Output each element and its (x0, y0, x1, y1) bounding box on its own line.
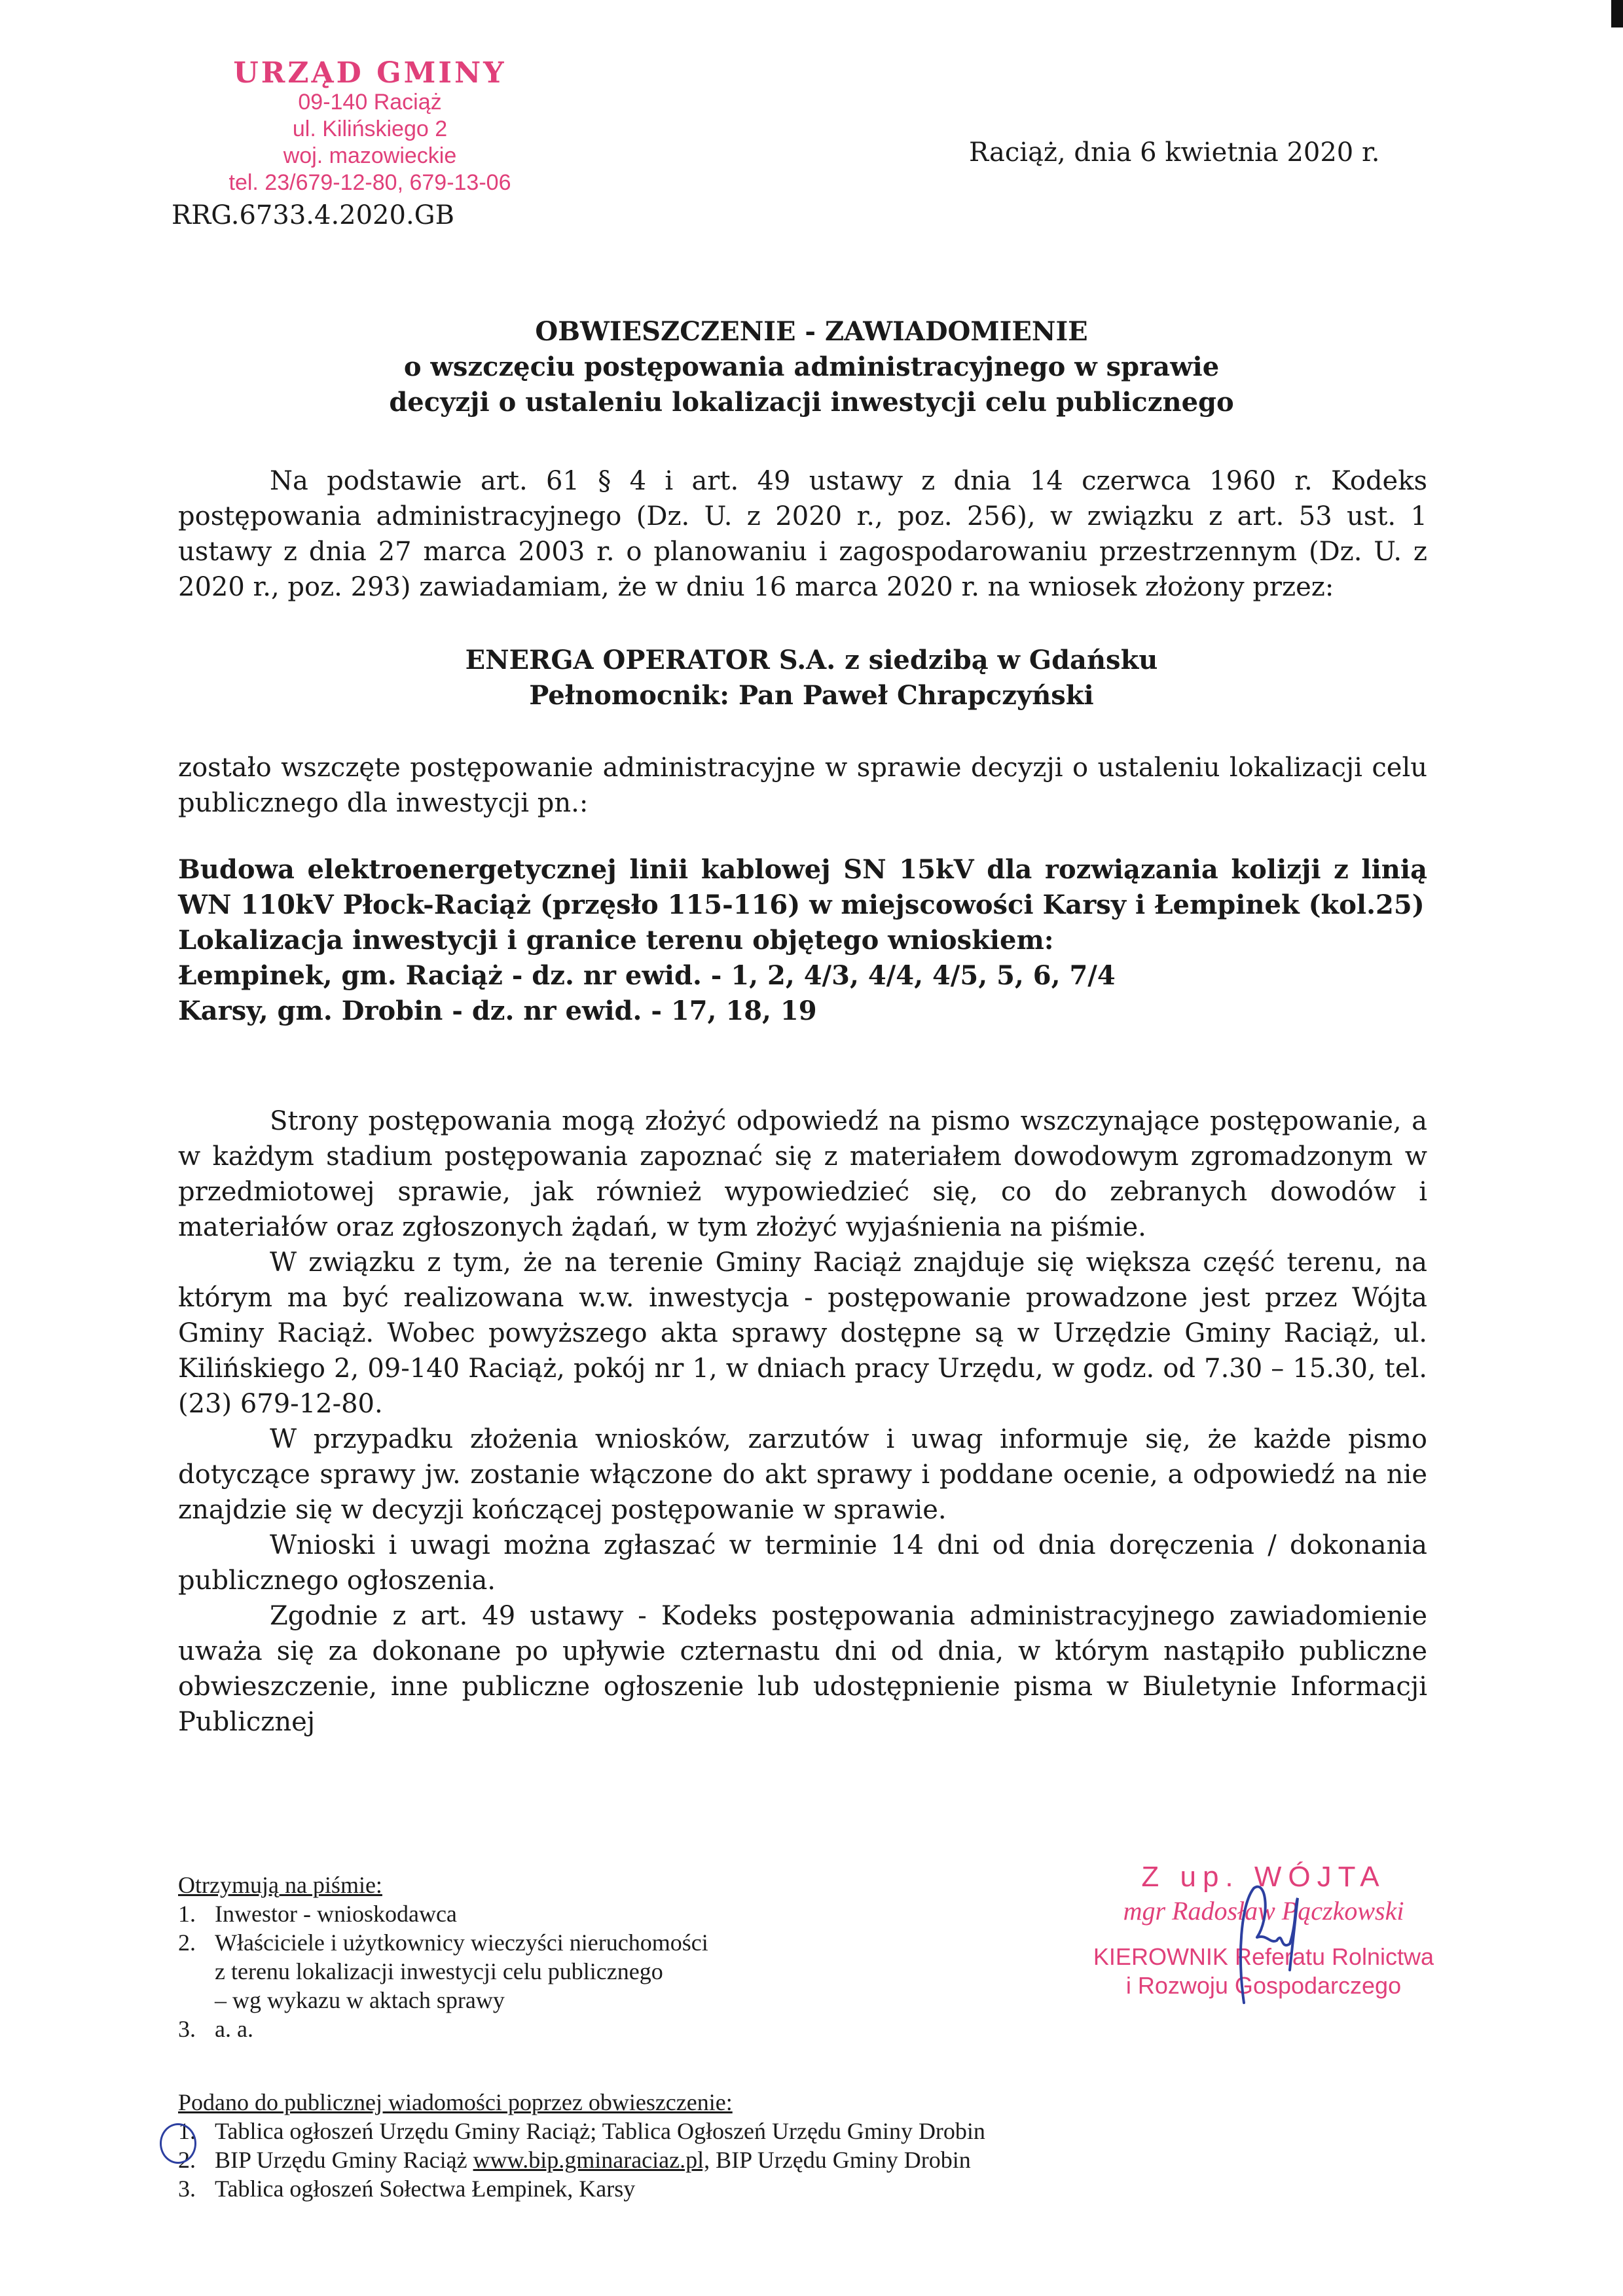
bip-link[interactable]: www.bip.gminaraciaz.pl, (473, 2147, 710, 2173)
list-item: 2. Właściciele i użytkownicy wieczyści nieruchomości (178, 1929, 708, 1956)
signatory-name: mgr Radosław Pączkowski (1123, 1896, 1404, 1926)
publication-list (178, 2088, 985, 2203)
body-section (178, 1103, 1427, 1740)
list-item: 1. Inwestor - wnioskodawca (178, 1901, 457, 1927)
handwritten-circle-icon (160, 2123, 196, 2164)
applicant-name: ENERGA OPERATOR S.A. z siedzibą w Gdańsku (465, 645, 1158, 675)
body-paragraph: Wnioski i uwagi można zgłaszać w terminie 14 dni od dnia doręczenia / dokonania publicznego ogłoszenia. (178, 1530, 1427, 1596)
investment-block (178, 852, 1427, 1029)
document-date: Raciąż, dnia 6 kwietnia 2020 r. (969, 137, 1380, 168)
scan-edge-mark (1611, 0, 1623, 27)
heading-subtitle: decyzji o ustaleniu lokalizacji inwestycji celu publicznego (389, 387, 1234, 418)
list-item-continuation: – wg wykazu w aktach sprawy (215, 1987, 505, 2013)
stamp-title: URZĄD GMINY (233, 56, 507, 90)
body-paragraph: Zgodnie z art. 49 ustawy - Kodeks postępowania administracyjnego zawiadomienie uważa się za dokonane po upływie czternastu dni od dnia, w którym nastąpiło publiczne obwieszczenie, inne publiczne ogłoszenie lub udostępnienie pisma w Biuletynie Informacji Publicznej (178, 1601, 1427, 1737)
list-item: 1. Tablica ogłoszeń Urzędu Gminy Raciąż; Tablica Ogłoszeń Urzędu Gminy Drobin (178, 2118, 985, 2144)
parcel-line: Karsy, gm. Drobin - dz. nr ewid. - 17, 18, 19 (178, 996, 817, 1026)
stamp-line: woj. mazowieckie (283, 143, 457, 168)
document-heading (0, 314, 1623, 420)
list-item: 3. Tablica ogłoszeń Sołectwa Łempinek, Karsy (178, 2176, 636, 2202)
handwritten-signature-icon (1231, 1878, 1309, 2009)
stamp-line: tel. 23/679-12-80, 679-13-06 (228, 170, 511, 195)
reference-number: RRG.6733.4.2020.GB (172, 200, 455, 230)
body-paragraph: Strony postępowania mogą złożyć odpowiedź na pismo wszczynające postępowanie, a w każdym stadium postępowania zapoznać się z materiałem dowodowym zgromadzonym w przedmiotowej sprawie, jak również wypowiedzieć się, co do zebranych dowodów i materiałów oraz zgłoszonych żądań, w tym złożyć wyjaśnienia na piśmie. (178, 1106, 1427, 1242)
investment-title: Budowa elektroenergetycznej linii kablowej SN 15kV dla rozwiązania kolizji z linią WN 110kV Płock-Raciąż (przęsło 115-116) w miejscowości Karsy i Łempinek (kol.25) (178, 854, 1427, 920)
heading-title: OBWIESZCZENIE - ZAWIADOMIENIE (535, 316, 1088, 347)
publication-header: Podano do publicznej wiadomości poprzez obwieszczenie: (178, 2089, 733, 2115)
location-label: Lokalizacja inwestycji i granice terenu objętego wnioskiem: (178, 925, 1054, 956)
list-item-continuation: z terenu lokalizacji inwestycji celu publicznego (215, 1958, 663, 1984)
initiated-paragraph: zostało wszczęte postępowanie administracyjne w sprawie decyzji o ustaleniu lokalizacji celu publicznego dla inwestycji pn.: (178, 753, 1427, 818)
applicant-proxy: Pełnomocnik: Pan Paweł Chrapczyński (529, 680, 1094, 711)
heading-subtitle: o wszczęciu postępowania administracyjnego w sprawie (403, 351, 1220, 382)
recipients-header: Otrzymują na piśmie: (178, 1872, 382, 1898)
signatory-title: KIEROWNIK Referatu Rolnictwa (1093, 1943, 1434, 1970)
stamp-line: 09-140 Raciąż (298, 90, 442, 115)
list-item: 3. a. a. (178, 2016, 253, 2042)
body-paragraph: W związku z tym, że na terenie Gminy Raciąż znajduje się większa część terenu, na którym ma być realizowana w.w. inwestycja - postępowanie prowadzone jest przez Wójta Gminy Raciąż. Wobec powyższego akta sprawy dostępne są w Urzędzie Gminy Raciąż, ul. Kilińskiego 2, 09-140 Raciąż, pokój nr 1, w dniach pracy Urzędu, w godz. od 7.30 – 15.30, tel. (23) 679-12-80. (178, 1247, 1427, 1419)
list-item: 2. BIP Urzędu Gminy Raciąż www.bip.gminaraciaz.pl, BIP Urzędu Gminy Drobin (178, 2147, 971, 2173)
stamp-line: ul. Kilińskiego 2 (292, 117, 448, 142)
applicant-block (0, 643, 1623, 713)
recipients-list (178, 1871, 708, 2043)
intro-paragraph: Na podstawie art. 61 § 4 i art. 49 ustawy z dnia 14 czerwca 1960 r. Kodeks postępowania administracyjnego (Dz. U. z 2020 r., poz. 256), w związku z art. 53 ust. 1 ustawy z dnia 27 marca 2003 r. o planowaniu i zagospodarowaniu przestrzennym (Dz. U. z 2020 r., poz. 293) zawiadamiam, że w dniu 16 marca 2020 r. na wniosek złożony przez: (178, 466, 1427, 602)
office-stamp (216, 58, 524, 196)
parcel-line: Łempinek, gm. Raciąż - dz. nr ewid. - 1, 2, 4/3, 4/4, 4/5, 5, 6, 7/4 (178, 960, 1116, 991)
body-paragraph: W przypadku złożenia wniosków, zarzutów i uwag informuje się, że każde pismo dotyczące sprawy jw. zostanie włączone do akt sprawy i poddane ocenie, a odpowiedź na nie znajdzie się w decyzji kończącej postępowanie w sprawie. (178, 1424, 1427, 1525)
signatory-department: i Rozwoju Gospodarczego (1125, 1972, 1402, 1999)
signature-line: Z up. WÓJTA (1141, 1861, 1386, 1893)
